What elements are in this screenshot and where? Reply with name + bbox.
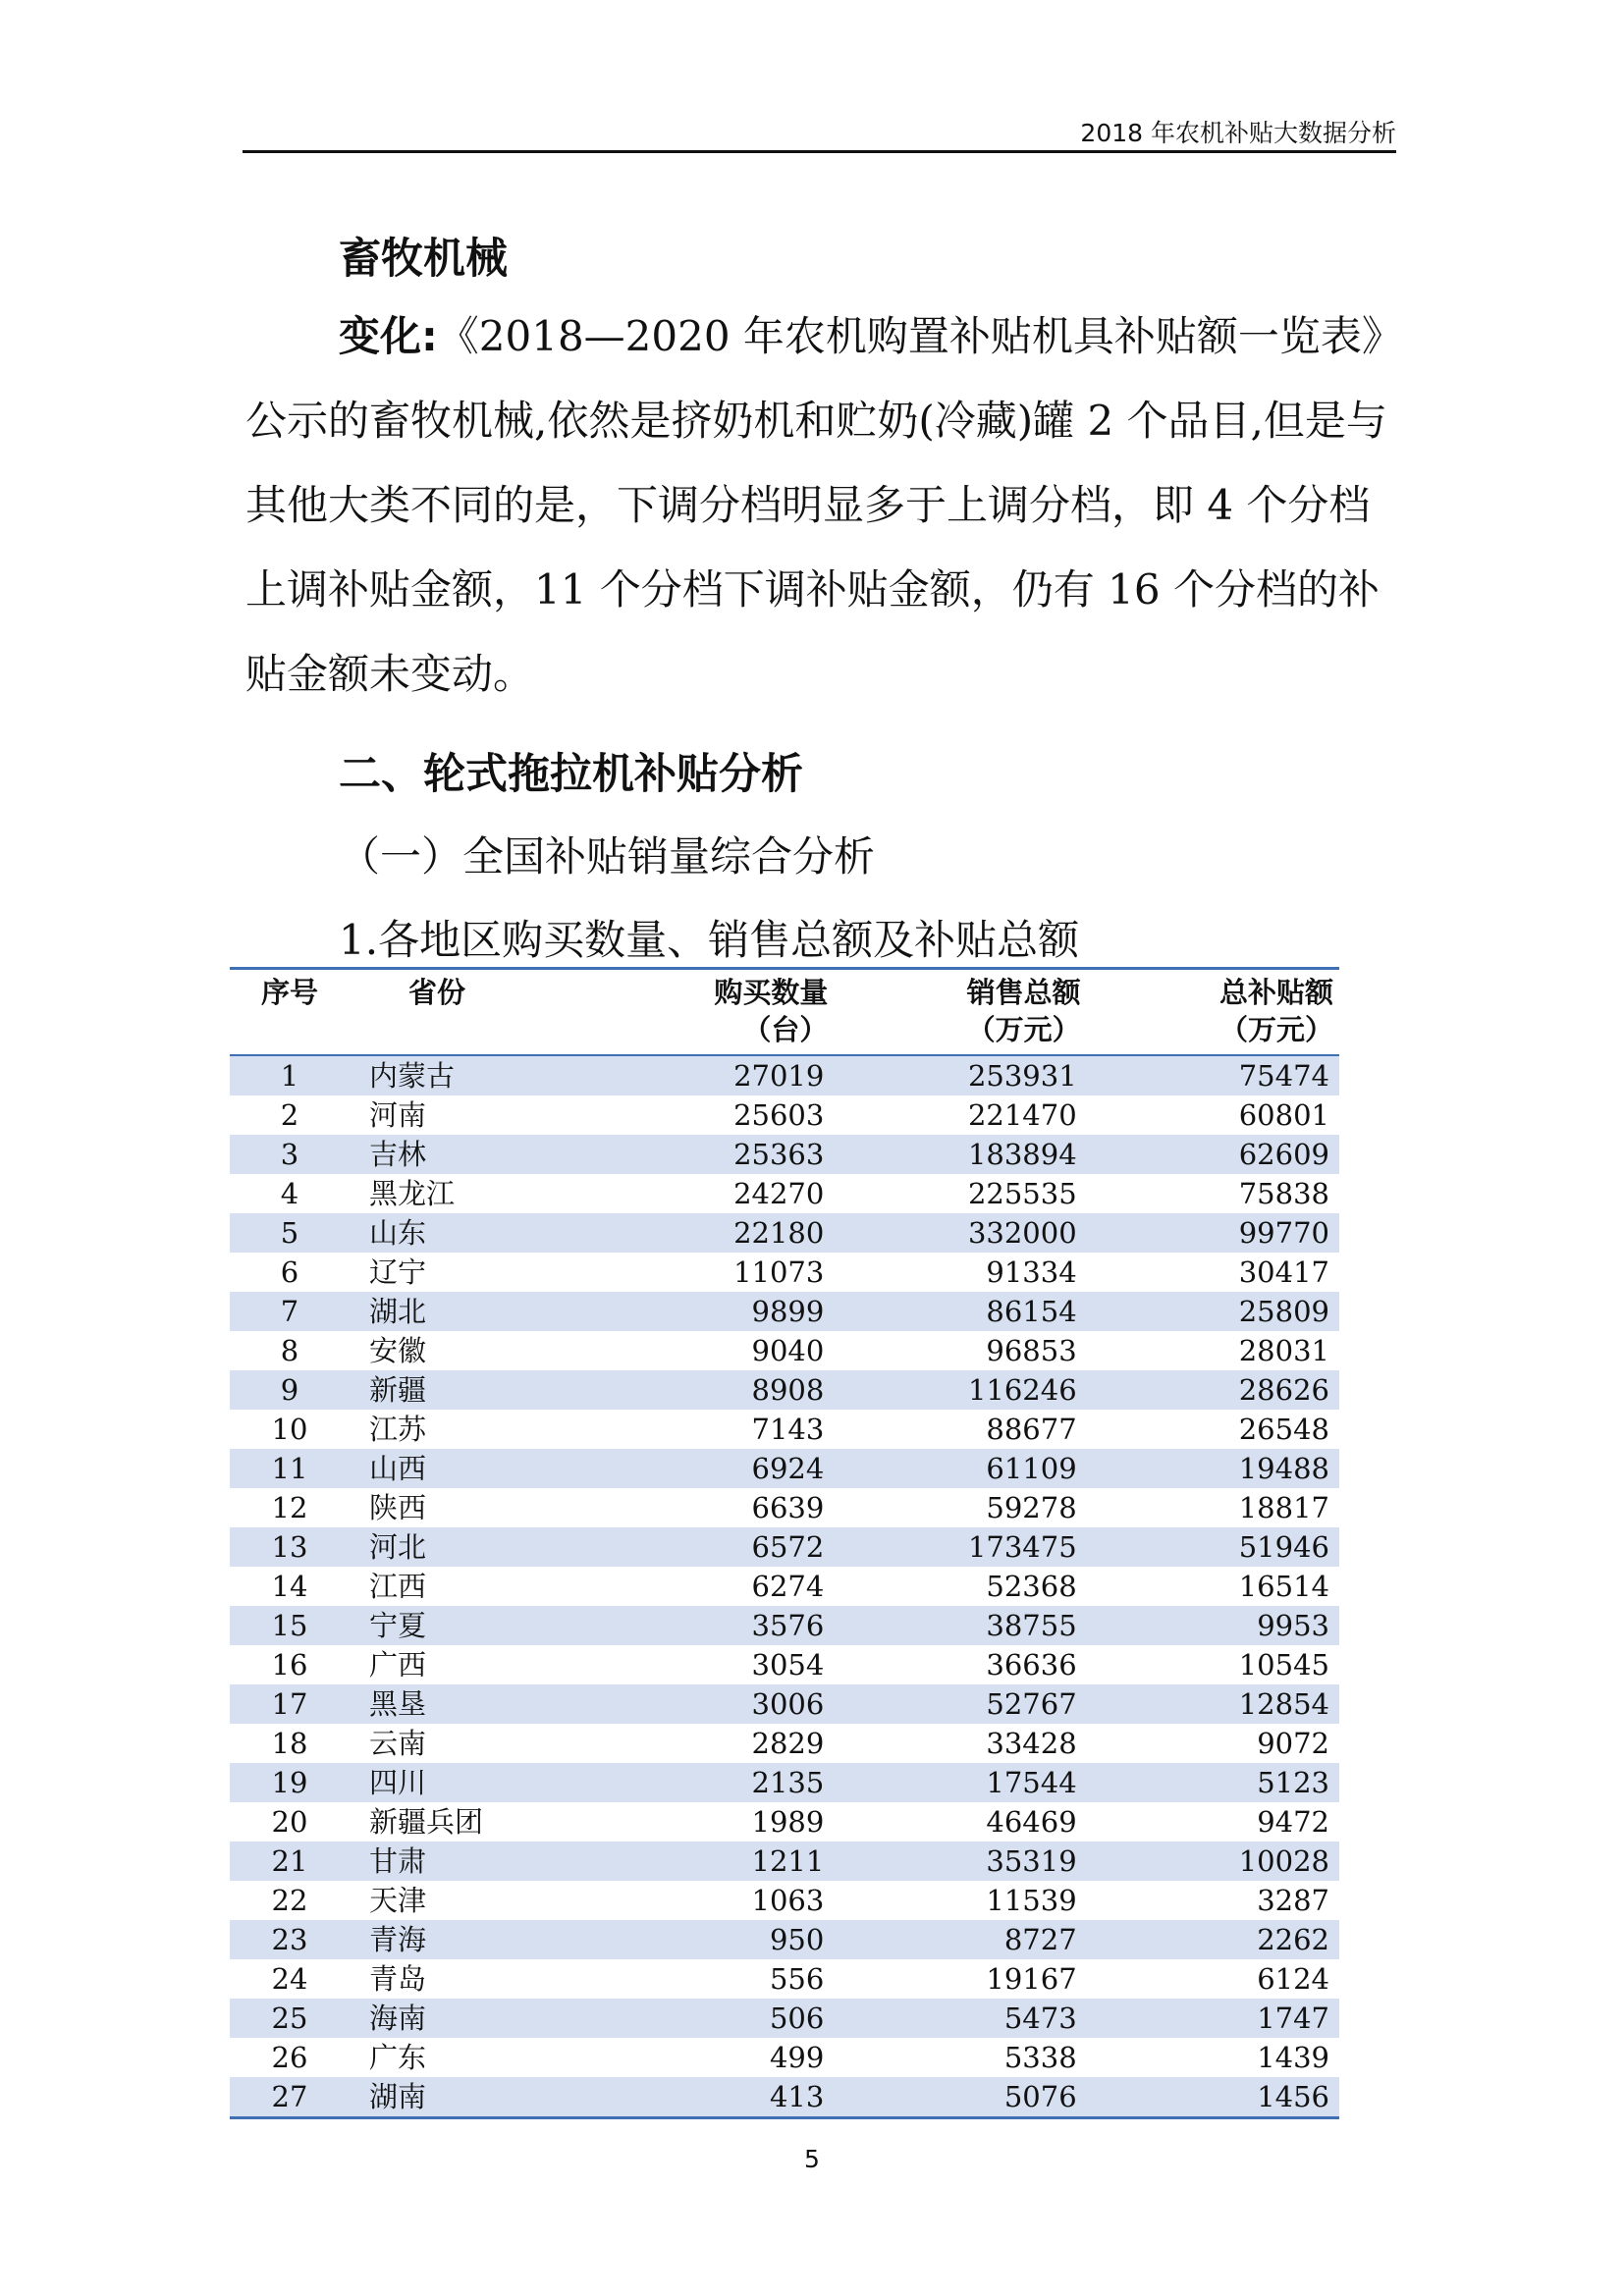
cell-sales: 36636: [986, 1648, 1077, 1682]
cell-sales: 19167: [986, 1962, 1077, 1996]
table-row: [230, 1292, 1339, 1331]
table-row: [230, 1370, 1339, 1410]
cell-sales: 5473: [1003, 2002, 1077, 2035]
cell-quantity: 9899: [751, 1295, 825, 1328]
cell-quantity: 6924: [751, 1452, 825, 1485]
table-row: [230, 1684, 1339, 1724]
cell-province: 山东: [369, 1216, 427, 1250]
table-row: [230, 1724, 1339, 1763]
cell-subsidy: 9472: [1257, 1805, 1329, 1839]
cell-subsidy: 62609: [1238, 1138, 1329, 1171]
data-table: [230, 967, 1339, 2119]
cell-sales: 5338: [1003, 2041, 1077, 2074]
table-row: [230, 1763, 1339, 1802]
paragraph-text: 《2018—2020 年农机购置补贴机具补贴额一览表》公示的畜牧机械,依然是挤奶机和贮奶(冷藏)罐 2 个品目,但是与其他大类不同的是，下调分档明显多于上调分档，即 4 个分档上调补贴金额，11 个分档下调补贴金额，仍有 16 个分档的补贴金额未变动。: [245, 312, 1387, 698]
cell-subsidy: 26548: [1238, 1413, 1329, 1446]
cell-province: 甘肃: [369, 1844, 427, 1878]
cell-subsidy: 6124: [1257, 1962, 1329, 1996]
cell-province: 河北: [369, 1530, 427, 1564]
cell-subsidy: 10545: [1238, 1648, 1329, 1682]
cell-quantity: 556: [769, 1962, 825, 1996]
table-row: [230, 1920, 1339, 1959]
cell-index: 15: [271, 1609, 308, 1642]
table-row: [230, 1449, 1339, 1488]
cell-sales: 116246: [967, 1373, 1077, 1407]
table-row: [230, 1527, 1339, 1567]
cell-subsidy: 60801: [1238, 1098, 1329, 1132]
table-row: [230, 1645, 1339, 1684]
cell-subsidy: 28626: [1238, 1373, 1329, 1407]
cell-province: 安徽: [369, 1334, 427, 1367]
cell-sales: 61109: [986, 1452, 1077, 1485]
table-row: [230, 1055, 1339, 1095]
cell-sales: 183894: [967, 1138, 1077, 1171]
cell-sales: 88677: [986, 1413, 1077, 1446]
cell-quantity: 9040: [751, 1334, 825, 1367]
cell-province: 青岛: [369, 1962, 427, 1996]
cell-index: 25: [271, 2002, 308, 2035]
cell-index: 18: [271, 1727, 308, 1760]
cell-index: 26: [271, 2041, 308, 2074]
cell-sales: 221470: [967, 1098, 1077, 1132]
cell-subsidy: 2262: [1257, 1923, 1329, 1956]
cell-subsidy: 1456: [1257, 2080, 1329, 2113]
header-rule: [243, 150, 1396, 153]
table-row: [230, 1959, 1339, 1999]
cell-index: 16: [271, 1648, 308, 1682]
cell-province: 云南: [369, 1727, 427, 1760]
cell-sales: 332000: [967, 1216, 1077, 1250]
cell-subsidy: 30417: [1238, 1255, 1329, 1289]
cell-province: 辽宁: [369, 1255, 427, 1289]
cell-index: 27: [271, 2080, 308, 2113]
cell-subsidy: 12854: [1238, 1687, 1329, 1721]
cell-subsidy: 9072: [1257, 1727, 1329, 1760]
cell-index: 20: [271, 1805, 308, 1839]
cell-province: 海南: [369, 2002, 427, 2035]
cell-sales: 8727: [1003, 1923, 1077, 1956]
cell-quantity: 2829: [751, 1727, 825, 1760]
table-row: [230, 1174, 1339, 1213]
cell-quantity: 22180: [733, 1216, 825, 1250]
page-number: 5: [804, 2145, 820, 2173]
cell-subsidy: 3287: [1257, 1884, 1329, 1917]
cell-index: 13: [271, 1530, 308, 1564]
table-row: [230, 1606, 1339, 1645]
cell-sales: 96853: [986, 1334, 1077, 1367]
cell-index: 6: [280, 1255, 299, 1289]
cell-quantity: 3006: [751, 1687, 825, 1721]
cell-sales: 52368: [986, 1570, 1077, 1603]
cell-subsidy: 75474: [1238, 1059, 1329, 1093]
cell-province: 广西: [369, 1648, 427, 1682]
table-row: [230, 1488, 1339, 1527]
cell-quantity: 24270: [733, 1177, 825, 1210]
cell-province: 江西: [369, 1570, 427, 1603]
cell-index: 23: [271, 1923, 308, 1956]
cell-subsidy: 19488: [1238, 1452, 1329, 1485]
cell-subsidy: 1747: [1257, 2002, 1329, 2035]
cell-sales: 253931: [967, 1059, 1077, 1093]
cell-index: 24: [271, 1962, 308, 1996]
section-title: 畜牧机械: [339, 235, 508, 284]
cell-subsidy: 10028: [1238, 1844, 1329, 1878]
cell-quantity: 11073: [733, 1255, 825, 1289]
cell-quantity: 413: [769, 2080, 825, 2113]
cell-province: 新疆: [369, 1373, 427, 1407]
cell-sales: 86154: [986, 1295, 1077, 1328]
cell-sales: 59278: [986, 1491, 1077, 1524]
cell-sales: 46469: [986, 1805, 1077, 1839]
cell-index: 10: [271, 1413, 308, 1446]
table-body: [230, 1055, 1339, 2118]
cell-sales: 33428: [986, 1727, 1077, 1760]
cell-index: 12: [271, 1491, 308, 1524]
cell-province: 江苏: [369, 1413, 427, 1446]
cell-quantity: 6274: [751, 1570, 825, 1603]
cell-province: 四川: [369, 1766, 427, 1799]
table-row: [230, 2038, 1339, 2077]
cell-quantity: 499: [769, 2041, 825, 2074]
table-row: [230, 1331, 1339, 1370]
cell-subsidy: 18817: [1238, 1491, 1329, 1524]
cell-sales: 11539: [986, 1884, 1077, 1917]
cell-quantity: 7143: [751, 1413, 825, 1446]
table-row: [230, 1095, 1339, 1135]
table-row: [230, 1253, 1339, 1292]
running-header: 2018 年农机补贴大数据分析: [1080, 119, 1396, 147]
cell-sales: 52767: [986, 1687, 1077, 1721]
cell-quantity: 1989: [751, 1805, 825, 1839]
cell-province: 湖北: [369, 1295, 427, 1328]
cell-index: 4: [280, 1177, 299, 1210]
header-sales: 销售总额 （万元）: [966, 976, 1081, 1046]
cell-quantity: 1211: [751, 1844, 825, 1878]
body-paragraph: [245, 294, 1394, 717]
cell-sales: 225535: [967, 1177, 1077, 1210]
cell-province: 青海: [369, 1923, 427, 1956]
cell-index: 9: [280, 1373, 299, 1407]
cell-province: 黑垦: [369, 1687, 427, 1721]
cell-province: 吉林: [369, 1138, 427, 1171]
cell-index: 3: [280, 1138, 299, 1171]
cell-index: 5: [280, 1216, 299, 1250]
cell-quantity: 6639: [751, 1491, 825, 1524]
header-index: 序号: [260, 976, 318, 1009]
paragraph-lead: 变化:: [339, 312, 438, 360]
cell-province: 广东: [369, 2041, 427, 2074]
table-row: [230, 2077, 1339, 2118]
cell-province: 湖南: [369, 2080, 427, 2113]
cell-quantity: 27019: [733, 1059, 825, 1093]
cell-sales: 35319: [986, 1844, 1077, 1878]
heading-3: （一）全国补贴销量综合分析: [339, 832, 876, 881]
cell-province: 山西: [369, 1452, 427, 1485]
cell-index: 21: [271, 1844, 308, 1878]
table-row: [230, 1213, 1339, 1253]
cell-quantity: 3054: [751, 1648, 825, 1682]
table-row: [230, 1999, 1339, 2038]
cell-sales: 173475: [967, 1530, 1077, 1564]
cell-index: 14: [271, 1570, 308, 1603]
cell-quantity: 2135: [751, 1766, 825, 1799]
cell-sales: 91334: [986, 1255, 1077, 1289]
cell-subsidy: 16514: [1238, 1570, 1329, 1603]
cell-subsidy: 75838: [1238, 1177, 1329, 1210]
cell-province: 黑龙江: [369, 1177, 456, 1210]
cell-province: 天津: [369, 1884, 427, 1917]
cell-quantity: 506: [769, 2002, 825, 2035]
cell-subsidy: 99770: [1238, 1216, 1329, 1250]
table-row: [230, 1135, 1339, 1174]
cell-quantity: 950: [769, 1923, 825, 1956]
cell-sales: 5076: [1003, 2080, 1077, 2113]
cell-index: 1: [280, 1059, 299, 1093]
table-row: [230, 1842, 1339, 1881]
cell-province: 新疆兵团: [369, 1805, 484, 1839]
cell-subsidy: 9953: [1257, 1609, 1329, 1642]
cell-index: 2: [280, 1098, 299, 1132]
table-row: [230, 1881, 1339, 1920]
table-row: [230, 1410, 1339, 1449]
cell-index: 7: [280, 1295, 299, 1328]
header-subsidy: 总补贴额 （万元）: [1218, 976, 1333, 1046]
cell-province: 陕西: [369, 1491, 427, 1524]
cell-sales: 17544: [986, 1766, 1077, 1799]
cell-quantity: 8908: [751, 1373, 825, 1407]
cell-subsidy: 25809: [1238, 1295, 1329, 1328]
cell-subsidy: 28031: [1238, 1334, 1329, 1367]
cell-index: 11: [271, 1452, 308, 1485]
cell-subsidy: 5123: [1257, 1766, 1329, 1799]
cell-quantity: 25603: [733, 1098, 825, 1132]
cell-quantity: 6572: [751, 1530, 825, 1564]
cell-index: 8: [280, 1334, 299, 1367]
cell-quantity: 3576: [751, 1609, 825, 1642]
header-quantity: 购买数量 （台）: [714, 976, 829, 1046]
cell-subsidy: 1439: [1257, 2041, 1329, 2074]
table-header-row: [230, 969, 1339, 1056]
cell-subsidy: 51946: [1238, 1530, 1329, 1564]
cell-province: 内蒙古: [369, 1059, 456, 1093]
cell-province: 河南: [369, 1098, 427, 1132]
table-row: [230, 1567, 1339, 1606]
cell-index: 22: [271, 1884, 308, 1917]
cell-index: 17: [271, 1687, 308, 1721]
cell-province: 宁夏: [369, 1609, 427, 1642]
header-province: 省份: [408, 976, 466, 1009]
heading-2: 二、轮式拖拉机补贴分析: [339, 750, 803, 799]
cell-quantity: 25363: [733, 1138, 825, 1171]
cell-quantity: 1063: [751, 1884, 825, 1917]
table-row: [230, 1802, 1339, 1842]
cell-sales: 38755: [986, 1609, 1077, 1642]
cell-index: 19: [271, 1766, 308, 1799]
table-caption: 1.各地区购买数量、销售总额及补贴总额: [339, 916, 1080, 964]
